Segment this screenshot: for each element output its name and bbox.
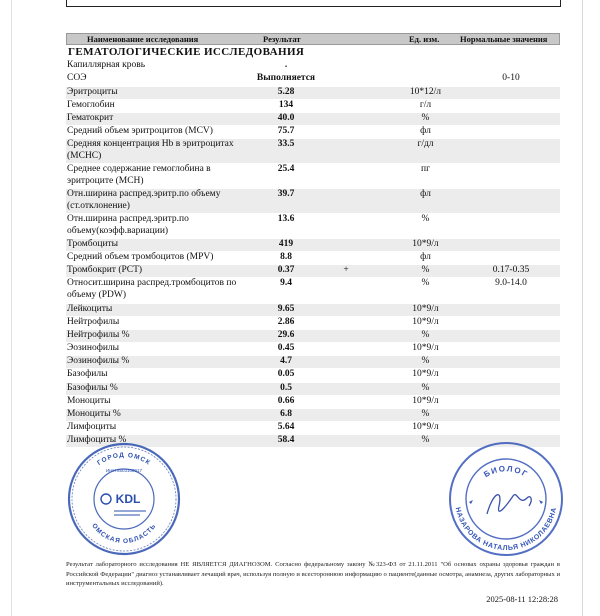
table-row	[66, 139, 560, 163]
test-name: Относит.ширина распред.тромбоцитов по объему (PDW)	[67, 278, 237, 300]
table-row	[66, 317, 560, 329]
stamp-title: БИОЛОГ	[482, 464, 530, 480]
test-result: 39.7	[277, 189, 295, 199]
test-unit: 10*9/л	[412, 304, 439, 314]
table-row	[66, 189, 560, 213]
test-unit: %	[421, 265, 430, 275]
test-result: 13.6	[277, 214, 295, 224]
test-unit: %	[421, 435, 430, 445]
svg-text:БИОЛОГ	[482, 464, 529, 479]
test-name: Средняя концентрация Hb в эритроцитах (MCHC)	[67, 139, 234, 161]
report-timestamp: 2025-08-11 12:28:28	[486, 594, 558, 604]
table-row	[66, 278, 560, 302]
table-row	[66, 265, 560, 277]
test-result: 5.28	[277, 87, 295, 97]
test-name: Эозинофилы	[67, 343, 120, 353]
test-name: Базофилы	[67, 369, 108, 379]
test-unit: %	[421, 409, 430, 419]
header-result: Результат	[263, 34, 301, 44]
table-row	[66, 383, 560, 395]
test-name: Средний объем эритроцитов (MCV)	[67, 126, 213, 136]
test-result: 8.8	[280, 252, 292, 262]
test-unit: 10*9/л	[412, 396, 439, 406]
biologist-stamp	[447, 440, 565, 558]
test-name: Среднее содержание гемоглобина в эритроците (MCH)	[67, 164, 211, 186]
test-result: 25.4	[277, 164, 295, 174]
test-unit: %	[421, 330, 430, 340]
test-norm: 9.0-14.0	[495, 278, 527, 288]
page-right-edge	[582, 0, 583, 616]
test-result: 9.65	[277, 304, 295, 314]
table-row	[66, 164, 560, 188]
table-row	[66, 214, 560, 238]
test-name: Эозинофилы %	[67, 356, 130, 366]
table-header	[66, 33, 560, 45]
table-row	[66, 100, 560, 112]
table-row	[66, 396, 560, 408]
test-result: 4.7	[280, 356, 292, 366]
stamp-name: НАЗАРОВА НАТАЛЬЯ НИКОЛАЕВНА	[453, 506, 559, 553]
test-result: 2.86	[277, 317, 295, 327]
test-result: 0.45	[277, 343, 295, 353]
test-unit: фл	[420, 126, 431, 136]
test-unit: г/дл	[417, 139, 434, 149]
signature	[487, 495, 531, 514]
test-name: Базофилы %	[67, 383, 118, 393]
previous-section-box	[66, 0, 561, 7]
test-result: 0.37	[277, 265, 295, 275]
test-unit: 10*9/л	[412, 317, 439, 327]
test-unit: фл	[420, 189, 431, 199]
svg-text:ГОРОД ОМСК	[96, 452, 152, 467]
test-name: Нейтрофилы %	[67, 330, 130, 340]
header-unit: Ед. изм.	[409, 34, 440, 44]
test-name: Тромбокрит (PCT)	[67, 265, 143, 275]
test-name: Эритроциты	[67, 87, 118, 97]
test-name: Тромбоциты	[67, 239, 119, 249]
table-row	[66, 126, 560, 138]
stamp-region: ОМСКАЯ ОБЛАСТЬ	[90, 522, 158, 546]
test-unit: 10*9/л	[412, 369, 439, 379]
test-name: Моноциты %	[67, 409, 121, 419]
stamp-inn: ИНН 5503108917	[105, 468, 143, 473]
stamp-logo: KDL	[115, 492, 141, 506]
test-unit: г/л	[419, 100, 432, 110]
test-result: 0.05	[277, 369, 295, 379]
test-result: 0.5	[280, 383, 292, 393]
test-result: 29.6	[277, 330, 295, 340]
table-row	[66, 304, 560, 316]
svg-text:ОМСКАЯ ОБЛАСТЬ	[90, 522, 158, 545]
test-unit: 10*9/л	[412, 422, 439, 432]
table-row	[66, 330, 560, 342]
test-result: 58.4	[277, 435, 295, 445]
test-result: 6.8	[280, 409, 292, 419]
test-result: 40.0	[277, 113, 295, 123]
test-name: Лимфоциты	[67, 422, 117, 432]
test-name: Лейкоциты	[67, 304, 113, 314]
test-norm: 0.17-0.35	[492, 265, 530, 275]
test-result: 33.5	[277, 139, 295, 149]
test-name: Моноциты	[67, 396, 111, 406]
test-result: 0.66	[277, 396, 295, 406]
table-row	[66, 239, 560, 251]
test-name: Отн.ширина распред.эритр.по объему (ст.отклонение)	[67, 189, 221, 211]
test-result: 5.64	[277, 422, 295, 432]
stamp-city: ГОРОД ОМСК	[96, 451, 152, 467]
test-result: 134	[278, 100, 294, 110]
section-title: ГЕМАТОЛОГИЧЕСКИЕ ИССЛЕДОВАНИЯ	[68, 46, 305, 58]
page-left-edge	[11, 0, 12, 616]
test-unit: 10*9/л	[412, 343, 439, 353]
test-name: Капиллярная кровь	[67, 60, 146, 70]
test-name: СОЭ	[67, 73, 87, 83]
test-result: 419	[278, 239, 294, 249]
table-row	[66, 60, 560, 72]
test-result: 75.7	[277, 126, 295, 136]
table-row	[66, 422, 560, 434]
lab-stamp	[66, 441, 182, 557]
test-unit: фл	[420, 252, 431, 262]
test-unit: %	[421, 383, 430, 393]
test-name: Лимфоциты %	[67, 435, 127, 445]
test-result: .	[284, 60, 288, 70]
test-unit: 10*9/л	[412, 239, 439, 249]
test-name: Средний объем тромбоцитов (MPV)	[67, 252, 214, 262]
table-row	[66, 252, 560, 264]
disclaimer: Результат лабораторного исследования НЕ ЯВЛЯЕТСЯ ДИАГНОЗОМ. Согласно федеральному закону №323-ФЗ от 21.11.2011 "Об основах охраны здоровья граждан в Российской Федерации" диагноз устанавливает лечащий врач, используя полную и всестороннюю информацию о пациенте(данные осмотра, анамнеза, других лабораторных и инструментальных исследований).	[66, 561, 560, 587]
test-name: Нейтрофилы	[67, 317, 120, 327]
table-row	[66, 343, 560, 355]
header-name: Наименование исследования	[87, 34, 199, 44]
test-name: Отн.ширина распред.эритр.по объему(коэфф.вариации)	[67, 214, 189, 236]
header-norm: Нормальные значения	[460, 34, 548, 44]
test-unit: %	[421, 214, 430, 224]
test-unit: 10*12/л	[409, 87, 442, 97]
table-row	[66, 113, 560, 125]
table-row	[66, 409, 560, 421]
table-row	[66, 369, 560, 381]
test-norm: 0-10	[502, 73, 520, 83]
table-row	[66, 356, 560, 368]
test-unit: %	[421, 278, 430, 288]
test-unit: %	[421, 113, 430, 123]
test-unit: пг	[421, 164, 430, 174]
table-row	[66, 73, 560, 85]
test-name: Гематокрит	[67, 113, 114, 123]
table-row	[66, 87, 560, 99]
test-result: 9.4	[280, 278, 292, 288]
test-unit: %	[421, 356, 430, 366]
test-result: Выполняется	[256, 73, 316, 83]
test-name: Гемоглобин	[67, 100, 115, 110]
test-flag: +	[343, 265, 349, 275]
